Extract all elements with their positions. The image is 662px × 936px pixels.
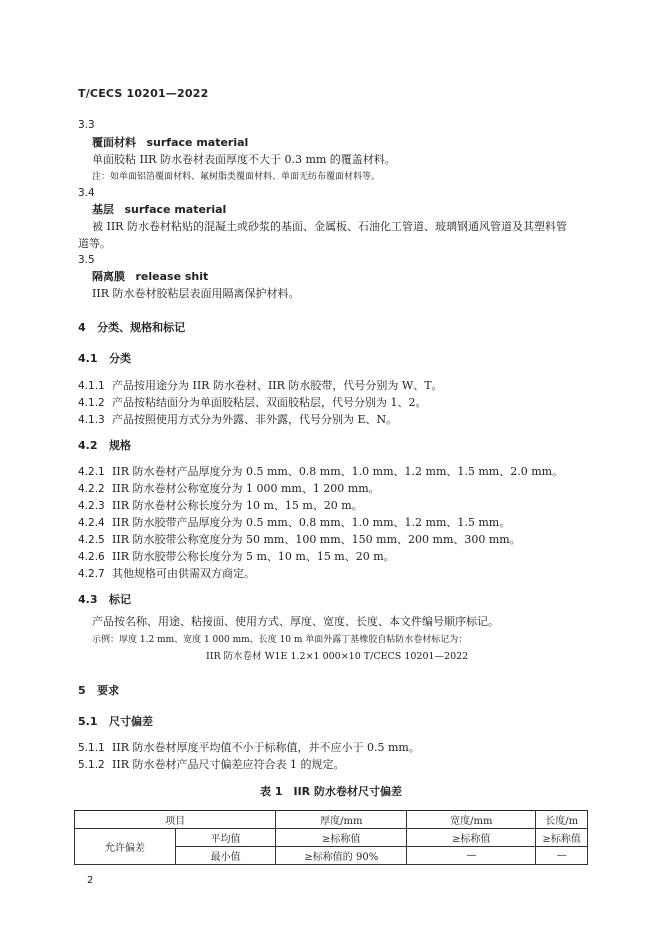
term-zh: 覆面材料 <box>92 136 136 149</box>
subsection-title: 分类 <box>109 352 131 365</box>
table-row-label: 最小值 <box>176 847 276 865</box>
clause-number: 4.2.6 <box>78 551 105 563</box>
subsection-heading-5-1 <box>78 715 153 729</box>
subsection-title: 标记 <box>109 593 131 606</box>
term-3-4 <box>92 203 226 217</box>
table-cell: ≥标称值的 90% <box>276 847 407 865</box>
clause-number: 4.2.4 <box>78 517 105 529</box>
table-header-cell: 项目 <box>75 811 276 829</box>
marking-example: 示例：厚度 1.2 mm、宽度 1 000 mm、长度 10 m 单面外露丁基橡胶自粘防水卷材标记为： <box>92 635 468 645</box>
clause-number: 4.2.7 <box>78 568 105 580</box>
clause-number-3-5: 3.5 <box>78 254 95 266</box>
section-heading-5 <box>78 684 119 698</box>
clause-number: 4.2.2 <box>78 483 105 495</box>
clause-text: IIR 防水卷材公称宽度分为 1 000 mm、1 200 mm。 <box>112 482 380 495</box>
clause-text: 产品按粘结面分为单面胶粘层、双面胶粘层，代号分别为 1、2。 <box>112 396 427 409</box>
term-zh: 基层 <box>92 203 114 216</box>
clause-number: 5.1.2 <box>78 759 105 771</box>
marking-example-mark: IIR 防水卷材 W1E 1.2×1 000×10 T/CECS 10201—2022 <box>206 651 469 662</box>
clause-text: IIR 防水胶带产品厚度分为 0.5 mm、0.8 mm、1.0 mm、1.2 mm、1.5 mm。 <box>112 516 511 529</box>
table-cell: ≥标称值 <box>276 829 407 847</box>
dimension-tolerance-table <box>74 810 588 865</box>
subsection-heading-4-2 <box>78 439 131 453</box>
section-title: 分类、规格和标记 <box>97 321 186 334</box>
table-group-label: 允许偏差 <box>75 829 176 865</box>
table-row <box>75 829 588 847</box>
clause-number: 4.2.5 <box>78 534 105 546</box>
definition-3-4-line1: 被 IIR 防水卷材粘贴的混凝土或砂浆的基面、金属板、石油化工管道、玻璃钢通风管道及其塑料管 <box>92 220 567 233</box>
section-number: 5 <box>78 684 86 697</box>
clause-number: 4.1.2 <box>78 397 105 409</box>
standard-header: T/CECS 10201—2022 <box>78 87 209 100</box>
clause-number: 4.1.3 <box>78 414 105 426</box>
clause-number: 4.1.1 <box>78 380 105 392</box>
note-3-3: 注：如单面铝箔覆面材料、氟树脂类覆面材料、单面无纺布覆面材料等。 <box>92 172 381 182</box>
clause-number: 4.2.3 <box>78 500 105 512</box>
table-cell: — <box>536 847 588 865</box>
subsection-number: 4.3 <box>78 593 98 606</box>
clause-number-3-3: 3.3 <box>78 119 95 131</box>
clause-text: 其他规格可由供需双方商定。 <box>112 567 255 580</box>
section-number: 4 <box>78 321 86 334</box>
table-row-label: 平均值 <box>176 829 276 847</box>
table-header-cell: 厚度/mm <box>276 811 407 829</box>
term-en: surface material <box>124 203 227 216</box>
table-caption: 表 1 IIR 防水卷材尺寸偏差 <box>260 785 402 798</box>
clause-number: 5.1.1 <box>78 742 105 754</box>
clause-number-3-4: 3.4 <box>78 187 95 199</box>
clause-text: IIR 防水胶带公称长度分为 5 m、10 m、15 m、20 m。 <box>112 550 395 563</box>
subsection-title: 规格 <box>109 439 131 452</box>
definition-3-4-line2: 道等。 <box>78 237 111 250</box>
term-en: release shit <box>135 270 209 283</box>
term-3-3 <box>92 136 248 150</box>
clause-text: IIR 防水卷材厚度平均值不小于标称值，并不应小于 0.5 mm。 <box>112 741 420 754</box>
section-title: 要求 <box>97 684 120 697</box>
clause-text: 产品按用途分为 IIR 防水卷材、IIR 防水胶带，代号分别为 W、T。 <box>112 379 443 392</box>
table-cell: ≥标称值 <box>536 829 588 847</box>
clause-text: IIR 防水卷材产品厚度分为 0.5 mm、0.8 mm、1.0 mm、1.2 mm、1.5 mm、2.0 mm。 <box>112 465 564 478</box>
definition-3-3: 单面胶粘 IIR 防水卷材表面厚度不大于 0.3 mm 的覆盖材料。 <box>92 153 396 166</box>
table-header-row <box>75 811 588 829</box>
clause-text: 产品按照使用方式分为外露、非外露，代号分别为 E、N。 <box>112 413 398 426</box>
clause-text: IIR 防水卷材产品尺寸偏差应符合表 1 的规定。 <box>112 758 345 771</box>
definition-3-5: IIR 防水卷材胶粘层表面用隔离保护材料。 <box>92 287 300 300</box>
table-header-cell: 长度/m <box>536 811 588 829</box>
subsection-title: 尺寸偏差 <box>109 715 153 728</box>
table-cell: — <box>407 847 536 865</box>
subsection-number: 5.1 <box>78 715 98 728</box>
section-heading-4 <box>78 321 185 335</box>
clause-text: IIR 防水卷材公称长度分为 10 m、15 m、20 m。 <box>112 499 363 512</box>
table-header-cell: 宽度/mm <box>407 811 536 829</box>
clause-number: 4.2.1 <box>78 466 105 478</box>
subsection-heading-4-1 <box>78 352 131 366</box>
marking-text: 产品按名称、用途、粘接面、使用方式、厚度、宽度、长度、本文件编号顺序标记。 <box>92 615 499 628</box>
table-cell: ≥标称值 <box>407 829 536 847</box>
subsection-number: 4.2 <box>78 439 98 452</box>
term-en: surface material <box>146 136 249 149</box>
term-zh: 隔离膜 <box>92 270 125 283</box>
clause-text: IIR 防水胶带公称宽度分为 50 mm、100 mm、150 mm、200 mm、300 mm。 <box>112 533 521 546</box>
subsection-heading-4-3 <box>78 593 131 607</box>
subsection-number: 4.1 <box>78 352 98 365</box>
page-number: 2 <box>87 875 94 886</box>
term-3-5 <box>92 270 208 284</box>
